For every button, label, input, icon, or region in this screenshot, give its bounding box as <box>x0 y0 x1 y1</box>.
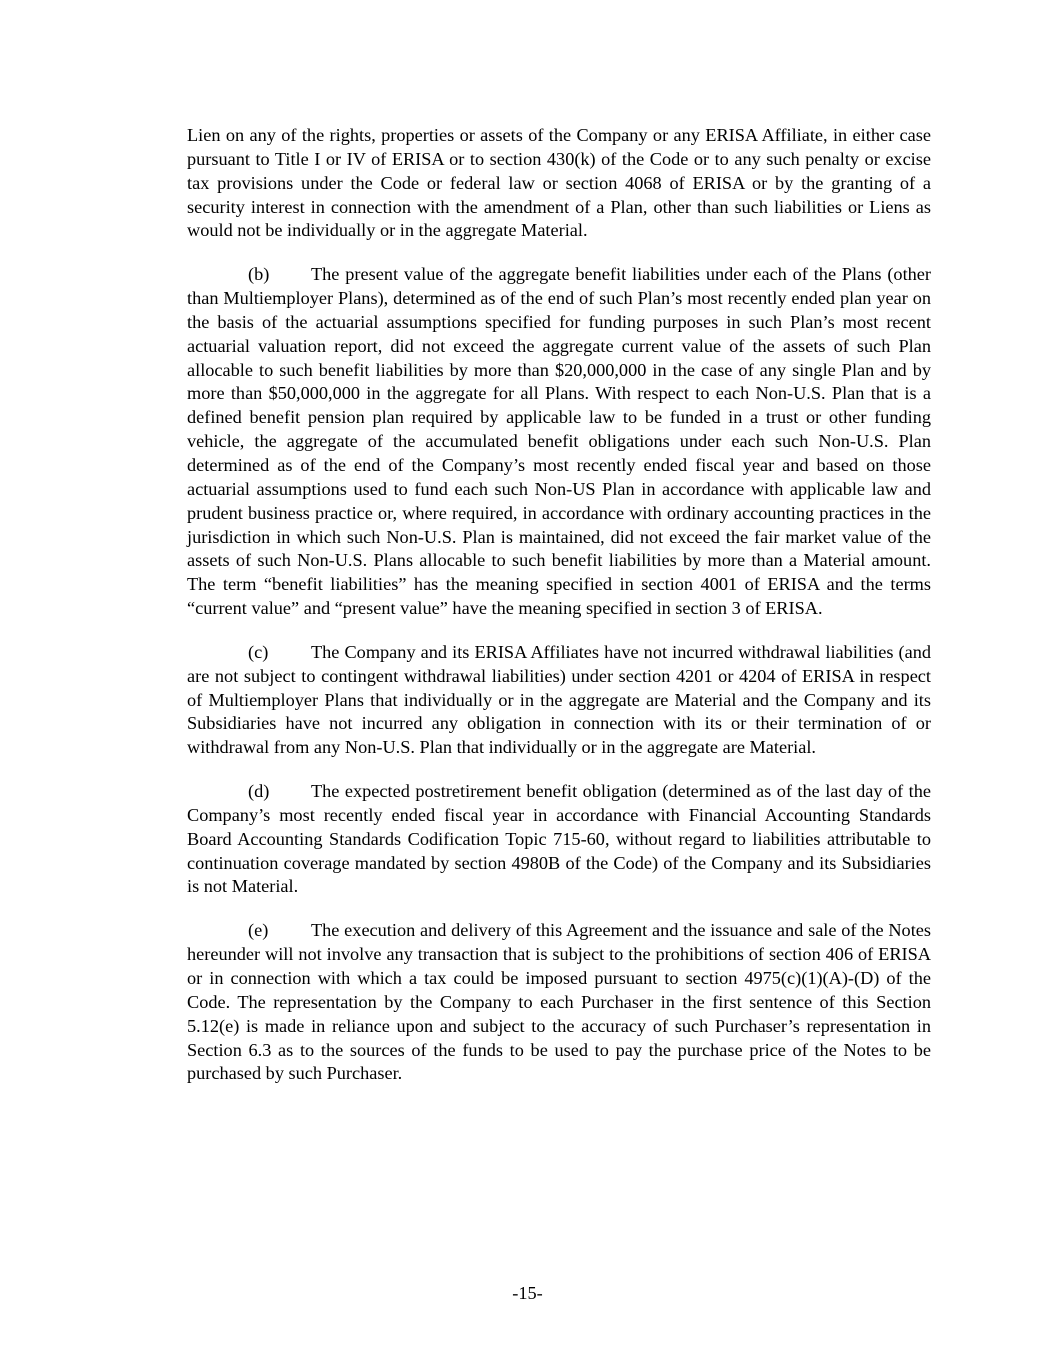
paragraph-text: The Company and its ERISA Affiliates have not incurred withdrawal liabilities (and are not subject to contingent withdrawal liabilities) under section 4201 or 4204 of ERISA in respect of Multiemployer Plans that individually or in the aggregate are Material and the Company and its Subsidiaries have not incurred any obligation in connection with its or their termination of or withdrawal from any Non-U.S. Plan that individually or in the aggregate are Material. <box>187 641 931 758</box>
paragraph-label: (e) <box>248 920 269 941</box>
paragraph-d <box>187 780 931 899</box>
paragraph-text: Lien on any of the rights, properties or assets of the Company or any ERISA Affiliate, in either case pursuant to Title I or IV of ERISA or to section 430(k) of the Code or to any such penalty or excise tax provisions under the Code or federal law or section 4068 of ERISA or by the granting of a security interest in connection with the amendment of a Plan, other than such liabilities or Liens as would not be individually or in the aggregate Material. <box>187 125 931 241</box>
paragraph-continuation <box>187 124 931 243</box>
paragraph-b <box>187 263 931 621</box>
page-number: -15- <box>512 1283 543 1303</box>
paragraph-e <box>187 919 931 1086</box>
paragraph-label: (c) <box>248 641 269 662</box>
paragraph-c <box>187 641 931 760</box>
paragraph-text: The present value of the aggregate benefit liabilities under each of the Plans (other than Multiemployer Plans), determined as of the end of such Plan’s most recently ended plan year on the basis of the actuarial assumptions specified for funding purposes in such Plan’s most recent actuarial valuation report, did not exceed the aggregate current value of the assets of such Plan allocable to such benefit liabilities by more than $20,000,000 in the case of any single Plan and by more than $50,000,000 in the aggregate for all Plans. With respect to each Non-U.S. Plan that is a defined benefit pension plan required by applicable law to be funded in a trust or other funding vehicle, the aggregate of the accumulated benefit obligations under each such Non-U.S. Plan determined as of the end of the Company’s most recently ended fiscal year and based on those actuarial assumptions used to fund each such Non-US Plan in accordance with applicable law and prudent business practice or, where required, in accordance with ordinary accounting practices in the jurisdiction in which such Non-U.S. Plan is maintained, did not exceed the fair market value of the assets of such Non-U.S. Plans allocable to such benefit liabilities by more than a Material amount. The term “benefit liabilities” has the meaning specified in section 4001 of ERISA and the terms “current value” and “present value” have the meaning specified in section 3 of ERISA. <box>187 264 931 619</box>
paragraph-text: The expected postretirement benefit obligation (determined as of the last day of the Company’s most recently ended fiscal year in accordance with Financial Accounting Standards Board Accounting Standards Codification Topic 715-60, without regard to liabilities attributable to continuation coverage mandated by section 4980B of the Code) of the Company and its Subsidiaries is not Material. <box>187 781 931 897</box>
document-body <box>187 124 931 1106</box>
paragraph-label: (b) <box>248 264 270 285</box>
paragraph-text: The execution and delivery of this Agreement and the issuance and sale of the Notes hereunder will not involve any transaction that is subject to the prohibitions of section 406 of ERISA or in connection with which a tax could be imposed pursuant to section 4975(c)(1)(A)-(D) of the Code. The representation by the Company to each Purchaser in the first sentence of this Section 5.12(e) is made in reliance upon and subject to the accuracy of such Purchaser’s representation in Section 6.3 as to the sources of the funds to be used to pay the purchase price of the Notes to be purchased by such Purchaser. <box>187 920 931 1084</box>
paragraph-label: (d) <box>248 781 270 802</box>
